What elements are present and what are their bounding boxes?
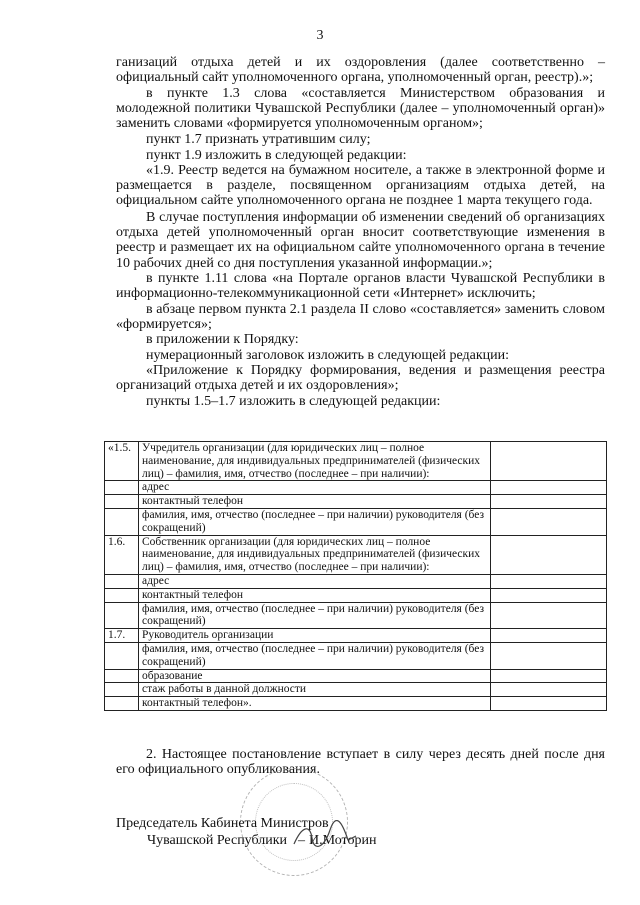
row-field-text: адрес (139, 574, 491, 588)
row-field-text: Руководитель организации (139, 629, 491, 643)
row-value-cell (491, 535, 607, 574)
row-field-text: образование (139, 669, 491, 683)
closing-paragraph: 2. Настоящее постановление вступает в силу через десять дней после дня его официального опубликования. (116, 747, 605, 778)
table-row (105, 629, 607, 643)
row-value-cell (491, 495, 607, 509)
row-number: 1.7. (105, 629, 139, 643)
row-number (105, 588, 139, 602)
row-value-cell (491, 508, 607, 535)
paragraph-appendix: в приложении к Порядку: (146, 332, 299, 347)
row-field-text: Собственник организации (для юридических лиц – полное наименование, для индивидуальных предпринимателей (физических лиц) – фамилия, имя, отчество (последнее – при наличии): (139, 535, 491, 574)
row-value-cell (491, 669, 607, 683)
paragraph-amend-1-7: пункт 1.7 признать утратившим силу; (146, 132, 371, 147)
row-value-cell (491, 588, 607, 602)
row-field-text: Учредитель организации (для юридических лиц – полное наименование, для индивидуальных предпринимателей (физических лиц) – фамилия, имя, отчество (последнее – при наличии): (139, 442, 491, 481)
paragraph-amend-1-11: в пункте 1.11 слова «на Портале органов власти Чувашской Республики в информационно-телекоммуникационной сети «Интернет» исключить; (116, 271, 605, 302)
row-number (105, 574, 139, 588)
paragraph-quote-1-9: «1.9. Реестр ведется на бумажном носителе, а также в электронной форме и размещается в разделе, посвященном организациям отдыха детей, на официальном сайте уполномоченного органа не позднее 1 марта текущего года. (116, 163, 605, 209)
row-number (105, 683, 139, 697)
row-field-text: стаж работы в данной должности (139, 683, 491, 697)
paragraph-continuation: ганизаций отдыха детей и их оздоровления (далее соответственно – официальный сайт уполномоченного органа, уполномоченный орган, реестр).»; (116, 55, 605, 86)
row-value-cell (491, 629, 607, 643)
table-row (105, 535, 607, 574)
table-row (105, 442, 607, 481)
row-number: 1.6. (105, 535, 139, 574)
table-row (105, 508, 607, 535)
row-value-cell (491, 481, 607, 495)
table-row (105, 683, 607, 697)
table-row (105, 588, 607, 602)
row-number (105, 495, 139, 509)
paragraph-heading: нумерационный заголовок изложить в следующей редакции: (146, 348, 509, 363)
paragraph-amend-1-9: пункт 1.9 изложить в следующей редакции: (146, 148, 407, 163)
row-number (105, 669, 139, 683)
table-row (105, 602, 607, 629)
row-field-text: контактный телефон». (139, 697, 491, 711)
row-value-cell (491, 602, 607, 629)
signatory-name: И.Моторин (309, 833, 377, 848)
row-number: «1.5. (105, 442, 139, 481)
table-row (105, 481, 607, 495)
row-field-text: контактный телефон (139, 495, 491, 509)
row-number (105, 508, 139, 535)
row-field-text: фамилия, имя, отчество (последнее – при наличии) руководителя (без сокращений) (139, 642, 491, 669)
row-field-text: фамилия, имя, отчество (последнее – при наличии) руководителя (без сокращений) (139, 508, 491, 535)
paragraph-changes: В случае поступления информации об изменении сведений об организациях отдыха детей уполномоченный орган вносит соответствующие изменения в реестр и размещает их на официальном сайте уполномоченного органа в течение 10 рабочих дней со дня поступления указанной информации.»; (116, 210, 605, 271)
row-value-cell (491, 642, 607, 669)
paragraph-appendix-title: «Приложение к Порядку формирования, ведения и размещения реестра организаций отдыха детей и их оздоровления»; (116, 363, 605, 394)
row-number (105, 642, 139, 669)
row-value-cell (491, 683, 607, 697)
signature-title-line2: Чувашской Республики (147, 833, 288, 848)
row-number (105, 697, 139, 711)
handwritten-signature-icon (290, 820, 360, 852)
row-number (105, 481, 139, 495)
row-field-text: фамилия, имя, отчество (последнее – при наличии) руководителя (без сокращений) (139, 602, 491, 629)
paragraph-amend-2-1: в абзаце первом пункта 2.1 раздела II слово «составляется» заменить словом «формируется»; (116, 302, 605, 333)
table-row (105, 495, 607, 509)
registry-fields-table (104, 441, 607, 711)
signature-title-line1: Председатель Кабинета Министров (116, 816, 329, 831)
paragraph-amend-1-3: в пункте 1.3 слова «составляется Министерством образования и молодежной политики Чувашской Республики (далее – уполномоченный орган)» заменить словами «формируется уполномоченным органом»; (116, 86, 605, 132)
paragraph-points: пункты 1.5–1.7 изложить в следующей редакции: (146, 394, 441, 409)
table-row (105, 642, 607, 669)
row-value-cell (491, 442, 607, 481)
row-field-text: контактный телефон (139, 588, 491, 602)
signature-dash: – (298, 833, 305, 848)
table-row (105, 574, 607, 588)
row-number (105, 602, 139, 629)
table-row (105, 697, 607, 711)
row-field-text: адрес (139, 481, 491, 495)
table-row (105, 669, 607, 683)
row-value-cell (491, 574, 607, 588)
page-number: 3 (316, 28, 324, 43)
row-value-cell (491, 697, 607, 711)
